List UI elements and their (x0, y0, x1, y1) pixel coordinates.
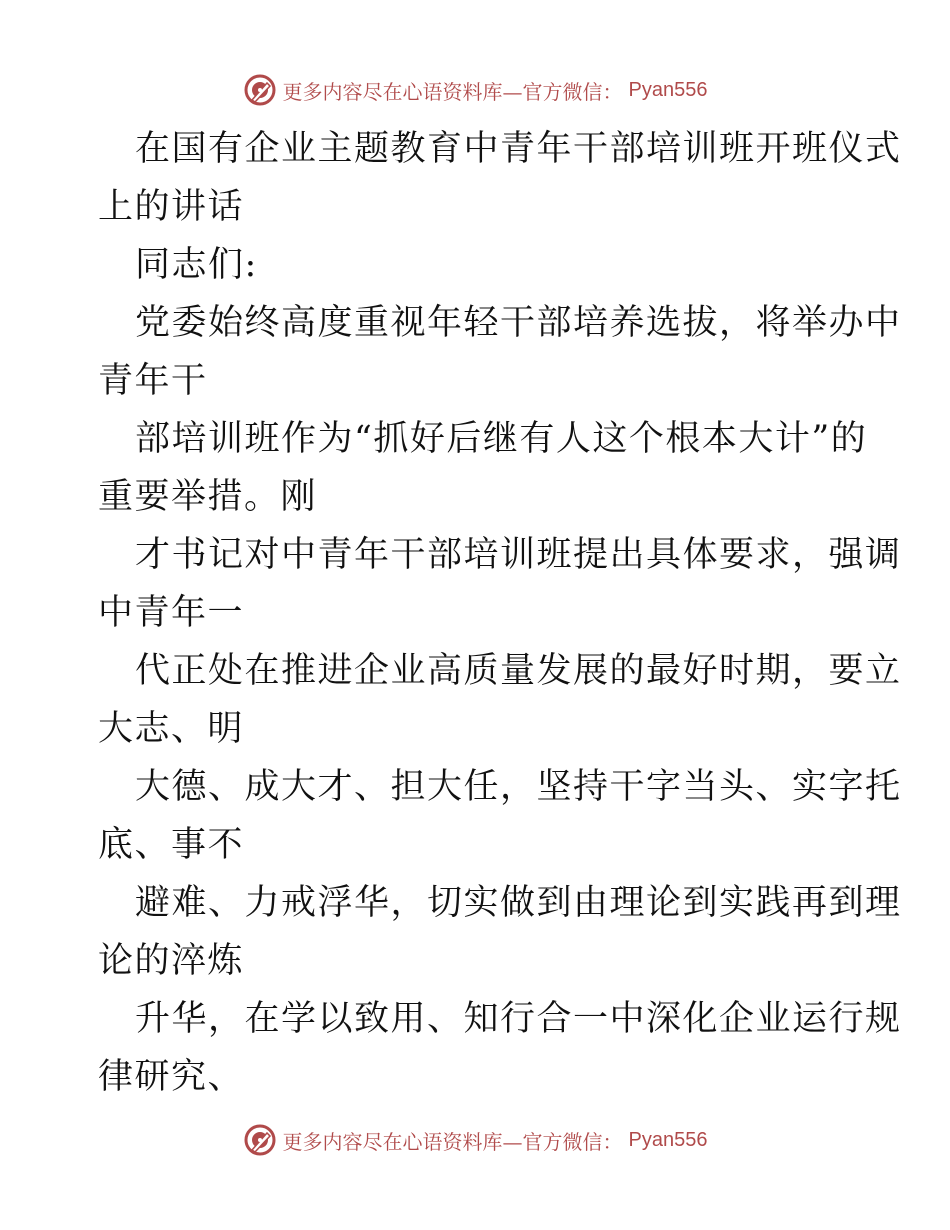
paragraph-line: 中青年一 (98, 593, 245, 633)
watermark-text: 更多内容尽在心语资料库—官方微信： (282, 79, 623, 104)
header-watermark (0, 70, 950, 110)
paragraph-line: 上的讲话 (98, 187, 245, 227)
pen-nib-circle-icon (243, 73, 277, 107)
document-body (98, 120, 902, 1106)
paragraph-line: 大德、成大才、担大任，坚持干字当头、实字托 (135, 767, 902, 807)
paragraph-line: 论的淬炼 (98, 941, 245, 981)
paragraph-line: 重要举措。刚 (98, 477, 318, 517)
paragraph-line: 部培训班作为“抓好后继有人这个根本大计”的 (135, 419, 868, 459)
paragraph-line: 底、事不 (98, 825, 245, 865)
paragraph-line: 同志们: (135, 245, 258, 285)
watermark-text: 更多内容尽在心语资料库—官方微信： (282, 1129, 623, 1154)
watermark-wechat-id: Pyan556 (628, 78, 708, 101)
footer-watermark (0, 1120, 950, 1160)
paragraph-line: 党委始终高度重视年轻干部培养选拔，将举办中 (135, 303, 902, 343)
document-title-line: 在国有企业主题教育中青年干部培训班开班仪式 (135, 129, 902, 169)
pen-nib-circle-icon (243, 1123, 277, 1157)
watermark-wechat-id: Pyan556 (628, 1128, 708, 1151)
paragraph-line: 律研究、 (98, 1057, 245, 1097)
paragraph-line: 青年干 (98, 361, 208, 401)
paragraph-line: 避难、力戒浮华，切实做到由理论到实践再到理 (135, 883, 902, 923)
paragraph-line: 才书记对中青年干部培训班提出具体要求，强调 (135, 535, 902, 575)
paragraph-line: 升华，在学以致用、知行合一中深化企业运行规 (135, 999, 902, 1039)
paragraph-line: 大志、明 (98, 709, 245, 749)
paragraph-line: 代正处在推进企业高质量发展的最好时期，要立 (135, 651, 902, 691)
